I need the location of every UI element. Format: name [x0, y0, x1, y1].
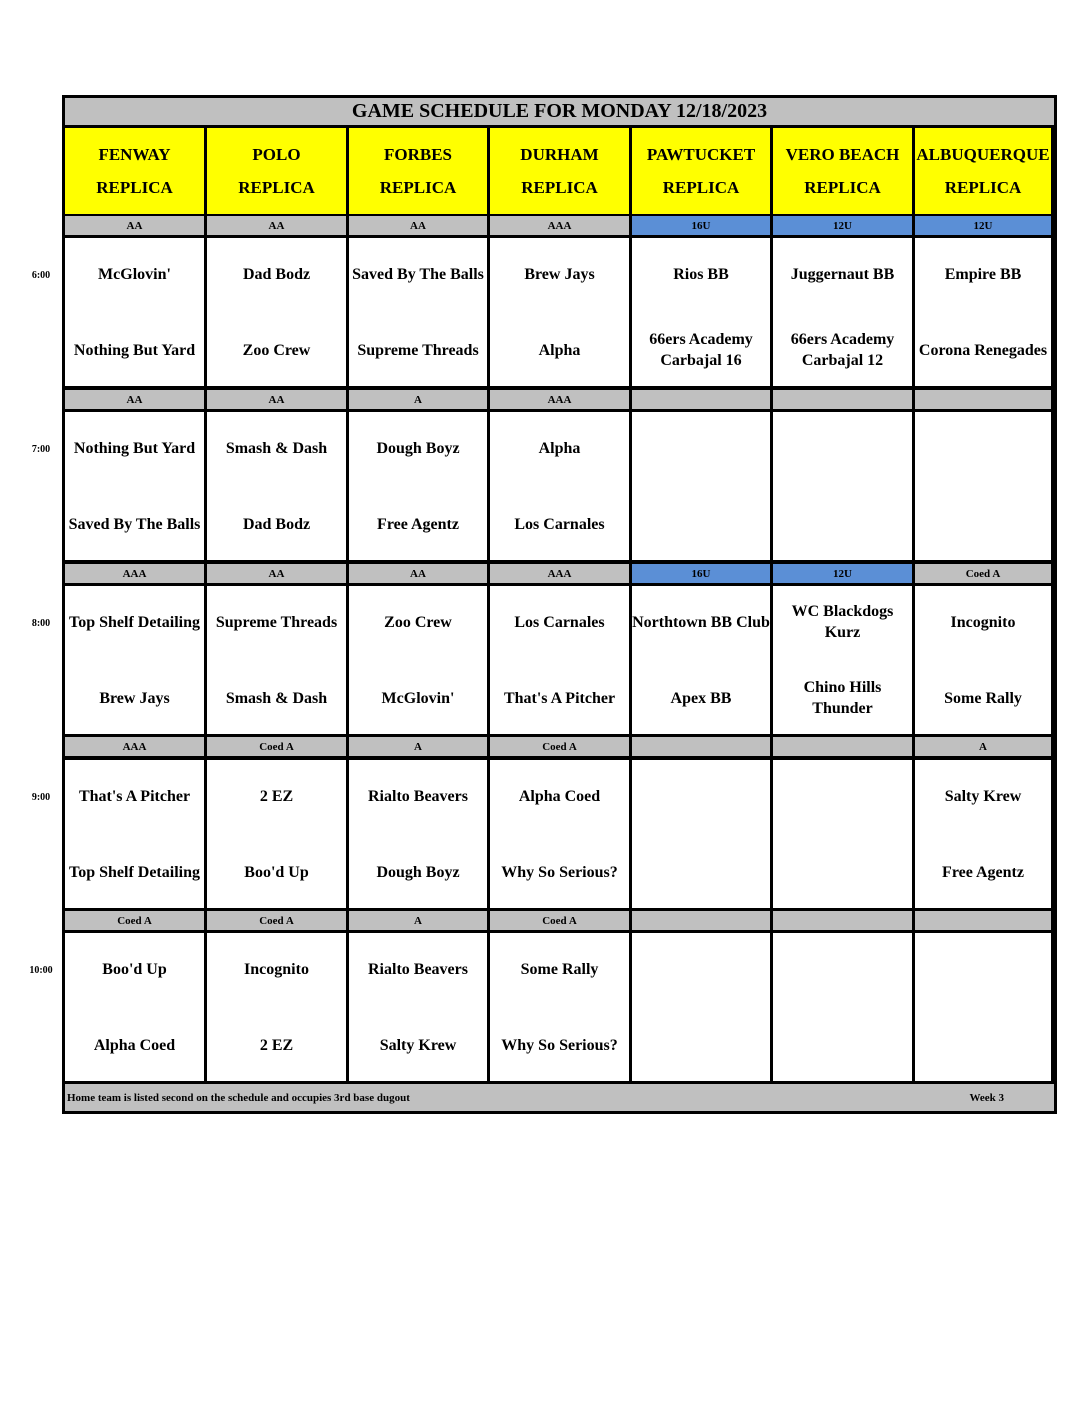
division-label: Coed A — [490, 911, 629, 930]
home-team — [632, 1021, 770, 1069]
away-team: Alpha Coed — [518, 787, 601, 805]
home-team: Alpha — [538, 341, 581, 359]
venue-name: ALBUQUERQUE — [916, 145, 1050, 164]
venue-name: FENWAY — [98, 145, 171, 164]
venue-name: FORBES — [383, 145, 453, 164]
game-cell — [65, 238, 204, 386]
away-team: Smash & Dash — [225, 439, 328, 457]
division-label: AAA — [490, 564, 629, 583]
home-team-note: Home team is listed second on the schedule and occupies 3rd base dugout — [67, 1091, 410, 1104]
home-team: Alpha Coed — [93, 1036, 176, 1054]
game-cell — [65, 412, 204, 560]
home-team: Free Agentz — [377, 515, 459, 533]
division-label — [632, 390, 770, 409]
division-label: A — [349, 737, 487, 756]
game-cell — [632, 760, 770, 908]
away-team: Incognito — [950, 613, 1016, 631]
division-label: 16U — [632, 564, 770, 583]
home-team: Chino Hills Thunder — [803, 679, 882, 717]
division-label: A — [349, 390, 487, 409]
division-label: AA — [349, 564, 487, 583]
away-team: Los Carnales — [514, 613, 605, 631]
division-label: Coed A — [915, 564, 1051, 583]
game-cell — [773, 760, 912, 908]
division-label: A — [915, 737, 1051, 756]
venue-header-fenway — [65, 128, 204, 214]
game-cell — [632, 586, 770, 734]
time-label: 9:00 — [31, 792, 51, 803]
home-team: Top Shelf Detailing — [69, 863, 200, 881]
away-team: Rios BB — [673, 265, 729, 283]
game-cell — [349, 412, 487, 560]
home-team — [773, 500, 912, 548]
home-team: Supreme Threads — [357, 341, 479, 359]
home-team — [915, 500, 1051, 548]
division-label: 16U — [632, 216, 770, 235]
venue-header-albuquerque — [915, 128, 1051, 214]
away-team: Rialto Beavers — [368, 960, 468, 978]
game-cell — [490, 238, 629, 386]
home-team: Some Rally — [944, 689, 1022, 707]
division-label: Coed A — [490, 737, 629, 756]
venue-subtitle: REPLICA — [379, 178, 457, 197]
division-label — [915, 911, 1051, 930]
venue-subtitle: REPLICA — [96, 178, 173, 197]
game-cell — [490, 933, 629, 1081]
away-team: That's A Pitcher — [78, 787, 191, 805]
away-team: Alpha — [538, 439, 581, 457]
home-team: Nothing But Yard — [73, 341, 196, 359]
game-cell — [207, 586, 346, 734]
away-team: Saved By The Balls — [352, 265, 484, 283]
home-team: Smash & Dash — [225, 689, 328, 707]
away-team: 2 EZ — [259, 787, 294, 805]
venue-header-durham — [490, 128, 629, 214]
division-label: Coed A — [207, 737, 346, 756]
home-team: Apex BB — [670, 689, 732, 707]
away-team: Incognito — [244, 960, 309, 978]
venue-header-vero-beach — [773, 128, 912, 214]
game-cell — [773, 412, 912, 560]
venue-header-pawtucket — [632, 128, 770, 214]
week-label: Week 3 — [969, 1091, 1004, 1104]
away-team — [915, 424, 1051, 472]
away-team: Supreme Threads — [215, 613, 338, 631]
division-label: AA — [349, 216, 487, 235]
division-label: AA — [207, 216, 346, 235]
away-team — [632, 424, 770, 472]
away-team: Zoo Crew — [384, 613, 452, 631]
home-team — [632, 848, 770, 896]
division-label: 12U — [915, 216, 1051, 235]
division-label — [915, 390, 1051, 409]
schedule-title: GAME SCHEDULE FOR MONDAY 12/18/2023 — [65, 98, 1054, 125]
home-team — [915, 1021, 1051, 1069]
division-label: Coed A — [65, 911, 204, 930]
game-cell — [490, 412, 629, 560]
away-team: Brew Jays — [524, 265, 595, 283]
division-label — [773, 911, 912, 930]
venue-header-polo — [207, 128, 346, 214]
home-team: Salty Krew — [379, 1036, 457, 1054]
away-team: Boo'd Up — [102, 960, 167, 978]
game-cell — [207, 412, 346, 560]
division-label: 12U — [773, 216, 912, 235]
game-cell — [773, 933, 912, 1081]
game-cell — [915, 760, 1051, 908]
home-team — [632, 500, 770, 548]
division-label — [773, 737, 912, 756]
home-team: Dough Boyz — [376, 863, 460, 881]
away-team: McGlovin' — [98, 265, 171, 283]
home-team: Los Carnales — [514, 515, 605, 533]
home-team: Corona Renegades — [918, 341, 1048, 359]
division-label: 12U — [773, 564, 912, 583]
game-cell — [632, 412, 770, 560]
home-team — [773, 1021, 912, 1069]
game-cell — [349, 586, 487, 734]
venue-name: POLO — [252, 145, 301, 164]
away-team: Northtown BB Club — [632, 613, 770, 631]
home-team: Brew Jays — [99, 689, 170, 707]
home-team: 66ers Academy Carbajal 12 — [790, 331, 895, 369]
schedule-footer — [65, 1084, 1054, 1111]
time-label: 10:00 — [29, 965, 53, 976]
away-team: Salty Krew — [944, 787, 1022, 805]
game-cell — [207, 760, 346, 908]
division-label: AA — [65, 216, 204, 235]
division-label — [632, 911, 770, 930]
division-label: AA — [65, 390, 204, 409]
away-team: Some Rally — [520, 960, 599, 978]
division-label: AAA — [490, 216, 629, 235]
home-team: 2 EZ — [259, 1036, 294, 1054]
away-team: Top Shelf Detailing — [69, 613, 200, 631]
away-team — [773, 945, 912, 993]
game-cell — [490, 586, 629, 734]
away-team: Rialto Beavers — [368, 787, 468, 805]
time-label: 6:00 — [31, 270, 51, 281]
venue-header-forbes — [349, 128, 487, 214]
away-team — [773, 772, 912, 820]
division-label: AAA — [65, 737, 204, 756]
venue-subtitle: REPLICA — [944, 178, 1022, 197]
game-cell — [207, 238, 346, 386]
division-label — [632, 737, 770, 756]
game-cell — [632, 933, 770, 1081]
venue-name: VERO BEACH — [785, 145, 900, 164]
game-cell — [915, 238, 1051, 386]
home-team: Zoo Crew — [242, 341, 311, 359]
home-team: Why So Serious? — [501, 863, 618, 881]
venue-subtitle: REPLICA — [804, 178, 881, 197]
venue-subtitle: REPLICA — [521, 178, 598, 197]
away-team — [632, 772, 770, 820]
game-cell — [632, 238, 770, 386]
game-cell — [65, 586, 204, 734]
game-cell — [490, 760, 629, 908]
venue-subtitle: REPLICA — [238, 178, 315, 197]
home-team: McGlovin' — [381, 689, 455, 707]
division-label: A — [349, 911, 487, 930]
venue-name: DURHAM — [520, 145, 599, 164]
game-cell — [915, 933, 1051, 1081]
home-team — [773, 848, 912, 896]
away-team: Nothing But Yard — [73, 439, 196, 457]
home-team: Saved By The Balls — [68, 515, 201, 533]
venue-subtitle: REPLICA — [662, 178, 740, 197]
home-team: 66ers Academy Carbajal 16 — [649, 331, 753, 369]
away-team — [773, 424, 912, 472]
venue-name: PAWTUCKET — [646, 145, 756, 164]
home-team: That's A Pitcher — [503, 689, 616, 707]
home-team: Free Agentz — [942, 863, 1024, 881]
game-cell — [915, 586, 1051, 734]
division-label: AA — [207, 564, 346, 583]
home-team: Dad Bodz — [242, 515, 311, 533]
home-team: Boo'd Up — [244, 863, 309, 881]
away-team — [915, 945, 1051, 993]
game-cell — [207, 933, 346, 1081]
game-cell — [349, 760, 487, 908]
game-cell — [349, 933, 487, 1081]
game-cell — [65, 933, 204, 1081]
division-label — [773, 390, 912, 409]
game-cell — [915, 412, 1051, 560]
division-label: AAA — [65, 564, 204, 583]
game-cell — [773, 586, 912, 734]
away-team: Empire BB — [944, 265, 1022, 283]
away-team: Juggernaut BB — [790, 265, 895, 283]
away-team: Dough Boyz — [376, 439, 460, 457]
game-cell — [349, 238, 487, 386]
away-team: Dad Bodz — [242, 265, 311, 283]
time-label: 7:00 — [31, 444, 51, 455]
game-cell — [773, 238, 912, 386]
schedule-table — [62, 95, 1057, 1114]
home-team: Why So Serious? — [501, 1036, 618, 1054]
division-label: AA — [207, 390, 346, 409]
away-team — [632, 945, 770, 993]
division-label: AAA — [490, 390, 629, 409]
time-label: 8:00 — [31, 618, 51, 629]
away-team: WC Blackdogs Kurz — [791, 603, 894, 641]
game-cell — [65, 760, 204, 908]
division-label: Coed A — [207, 911, 346, 930]
